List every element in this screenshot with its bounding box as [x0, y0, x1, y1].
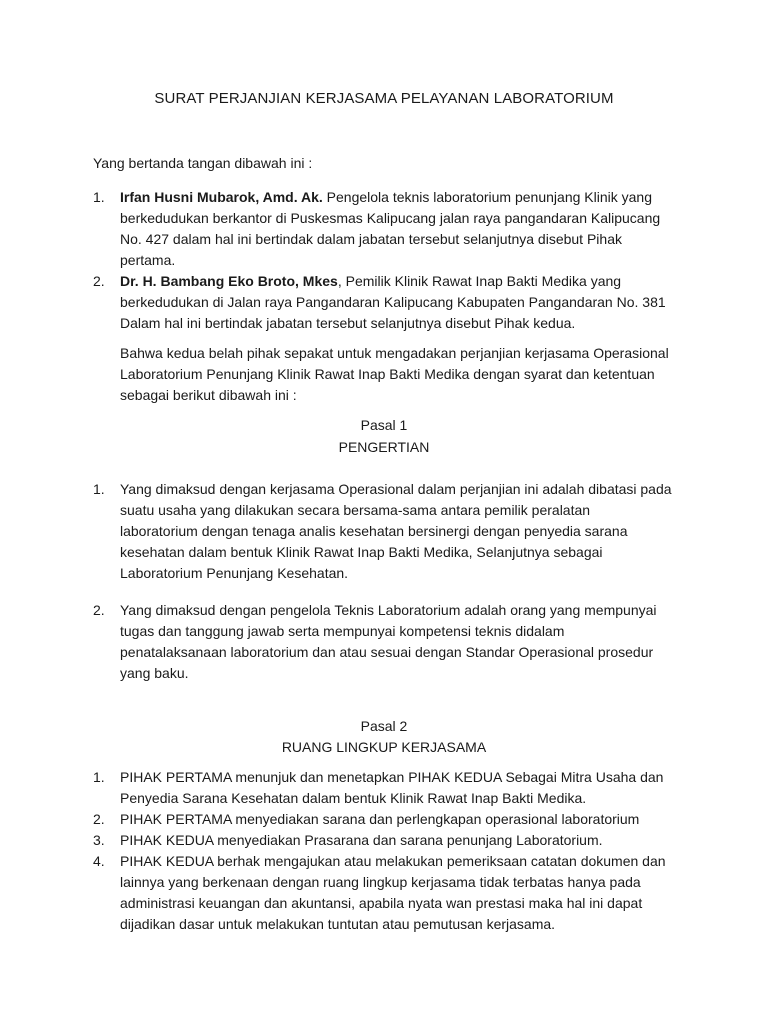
list-line: suatu usaha yang dilakukan secara bersama-sama antara pemilik peralatan	[120, 502, 591, 518]
list-number: 4.	[93, 853, 105, 869]
list-number: 1.	[93, 481, 105, 497]
list-number: 1.	[93, 189, 105, 205]
list-line: PIHAK KEDUA menyediakan Prasarana dan sarana penunjang Laboratorium.	[120, 832, 603, 848]
list-number: 1.	[93, 769, 105, 785]
document-title: SURAT PERJANJIAN KERJASAMA PELAYANAN LABORATORIUM	[154, 90, 614, 107]
agreement-paragraph	[120, 343, 690, 406]
list-line: Penyedia Sarana Kesehatan dalam bentuk Klinik Rawat Inap Bakti Medika.	[120, 790, 587, 806]
pasal-1-list	[93, 479, 693, 584]
party-name: Dr. H. Bambang Eko Broto, Mkes	[120, 273, 338, 289]
list-line: lainnya yang berkenaan dengan ruang lingkup kerjasama tidak terbatas hanya pada	[120, 874, 641, 890]
list-item	[93, 830, 693, 851]
list-line: No. 427 dalam hal ini bertindak dalam jabatan tersebut selanjutnya disebut Pihak	[120, 231, 622, 247]
pasal-1-list-continued	[93, 600, 693, 684]
list-item	[93, 809, 693, 830]
list-item	[93, 187, 693, 271]
list-line: berkedudukan berkantor di Puskesmas Kalipucang jalan raya pangandaran Kalipucang	[120, 210, 661, 226]
intro-text: Yang bertanda tangan dibawah ini :	[93, 155, 313, 171]
parties-list	[93, 187, 693, 334]
list-line: Dalam hal ini bertindak jabatan tersebut selanjutnya disebut Pihak kedua.	[120, 315, 576, 331]
list-line: tugas dan tanggung jawab serta mempunyai kompetensi teknis didalam	[120, 623, 565, 639]
pasal-2-list	[93, 767, 693, 935]
list-line: laboratorium dengan tenaga analis kesehatan bersinergi dengan penyedia sarana	[120, 523, 628, 539]
list-line: Pengelola teknis laboratorium penunjang Klinik yang	[322, 189, 652, 205]
paragraph-line: Laboratorium Penunjang Klinik Rawat Inap Bakti Medika dengan syarat dan ketentuan	[120, 366, 655, 382]
list-number: 2.	[93, 602, 105, 618]
list-line: , Pemilik Klinik Rawat Inap Bakti Medika yang	[337, 273, 622, 289]
paragraph-line: Bahwa kedua belah pihak sepakat untuk mengadakan perjanjian kerjasama Operasional	[120, 345, 669, 361]
list-line: berkedudukan di Jalan raya Pangandaran Kalipucang Kabupaten Pangandaran No. 381	[120, 294, 666, 310]
list-item	[93, 851, 693, 935]
list-line: yang baku.	[120, 665, 189, 681]
pasal-2-title: RUANG LINGKUP KERJASAMA	[281, 739, 487, 755]
list-item	[93, 600, 693, 684]
pasal-1-number: Pasal 1	[360, 417, 408, 433]
list-line: pertama.	[120, 252, 176, 268]
list-item	[93, 767, 693, 809]
list-line: dijadikan dasar untuk melakukan tuntutan atau pemutusan kerjasama.	[120, 916, 556, 932]
list-line: PIHAK PERTAMA menunjuk dan menetapkan PIHAK KEDUA Sebagai Mitra Usaha dan	[120, 769, 664, 785]
list-line: PIHAK KEDUA berhak mengajukan atau melakukan pemeriksaan catatan dokumen dan	[120, 853, 666, 869]
paragraph-line: sebagai berikut dibawah ini :	[120, 387, 297, 403]
list-number: 2.	[93, 811, 105, 827]
pasal-2-number: Pasal 2	[360, 718, 408, 734]
list-line: kesehatan dalam bentuk Klinik Rawat Inap Bakti Medika, Selanjutnya sebagai	[120, 544, 603, 560]
party-name: Irfan Husni Mubarok, Amd. Ak.	[120, 189, 323, 205]
list-line: penatalaksanaan laboratorium dan atau sesuai dengan Standar Operasional prosedur	[120, 644, 654, 660]
list-line: Laboratorium Penunjang Kesehatan.	[120, 565, 349, 581]
list-line: PIHAK PERTAMA menyediakan sarana dan perlengkapan operasional laboratorium	[120, 811, 640, 827]
list-item	[93, 479, 693, 584]
list-line: administrasi keuangan dan akuntansi, apabila nyata wan prestasi maka hal ini dapat	[120, 895, 643, 911]
list-number: 3.	[93, 832, 105, 848]
pasal-1-title: PENGERTIAN	[338, 439, 430, 455]
list-line: Yang dimaksud dengan kerjasama Operasional dalam perjanjian ini adalah dibatasi pada	[120, 481, 672, 497]
list-number: 2.	[93, 273, 105, 289]
list-item	[93, 271, 693, 334]
list-line: Yang dimaksud dengan pengelola Teknis Laboratorium adalah orang yang mempunyai	[120, 602, 657, 618]
